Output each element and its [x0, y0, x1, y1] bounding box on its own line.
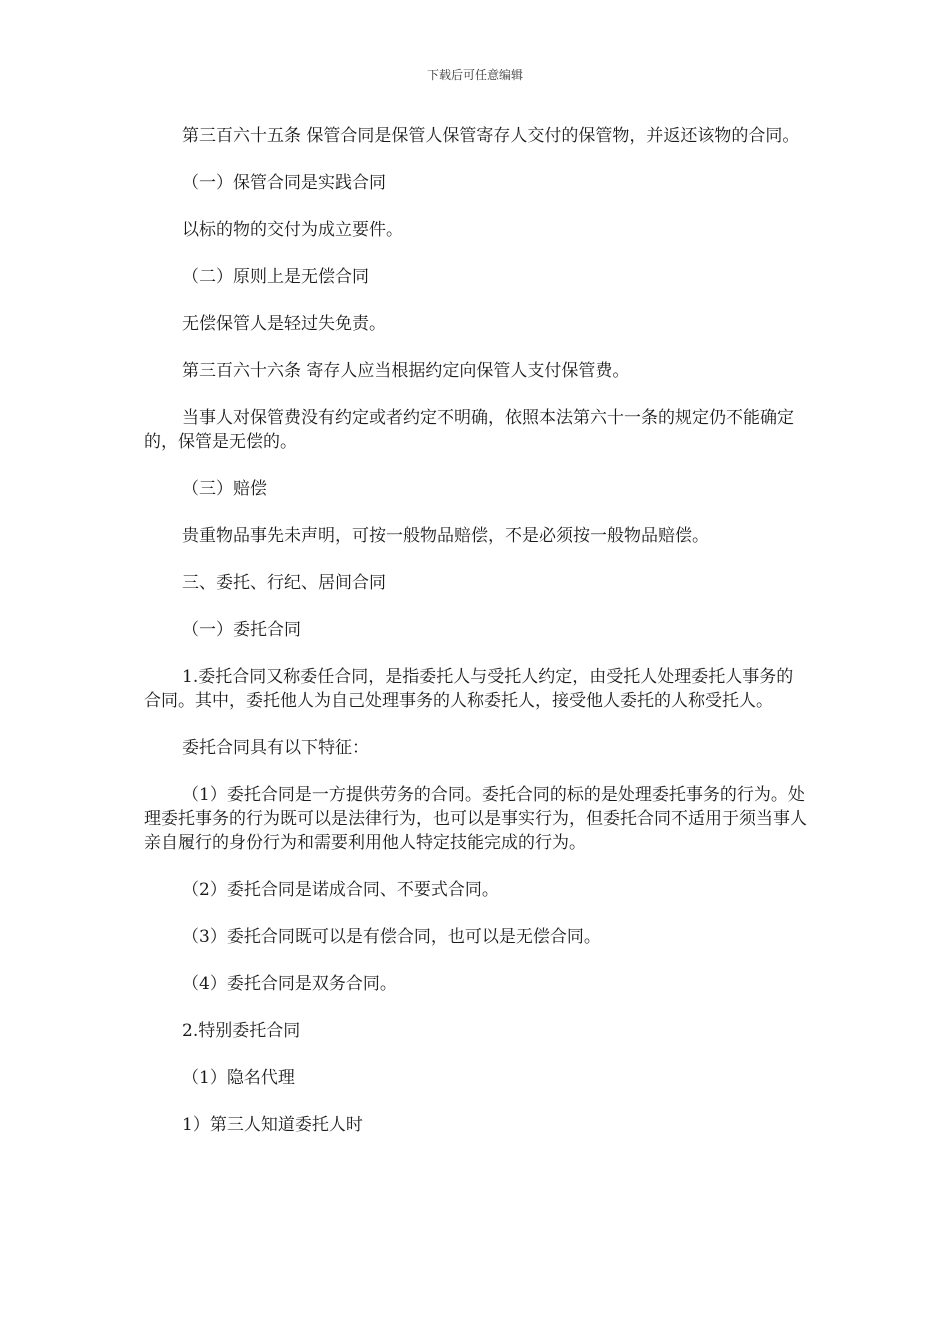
paragraph: 以标的物的交付为成立要件。 [182, 220, 403, 240]
paragraph: （2）委托合同是诺成合同、不要式合同。 [182, 880, 499, 900]
page-header-note: 下载后可任意编辑 [426, 68, 523, 82]
paragraph: 委托合同具有以下特征： [182, 738, 369, 758]
paragraph: 第三百六十五条 保管合同是保管人保管寄存人交付的保管物，并返还该物的合同。 [182, 126, 800, 146]
document-body [144, 124, 808, 1160]
paragraph: （一）委托合同 [182, 620, 301, 640]
paragraph: （4）委托合同是双务合同。 [182, 974, 397, 994]
section-heading: 三、委托、行纪、居间合同 [182, 573, 386, 593]
paragraph: （三）赔偿 [182, 479, 267, 499]
paragraph: 1.委托合同又称委任合同，是指委托人与受托人约定，由受托人处理委托人事务的合同。其中，委托他人为自己处理事务的人称委托人，接受他人委托的人称受托人。 [144, 667, 794, 711]
paragraph: 当事人对保管费没有约定或者约定不明确，依照本法第六十一条的规定仍不能确定的，保管是无偿的。 [144, 408, 794, 452]
paragraph: （二）原则上是无偿合同 [182, 267, 369, 287]
paragraph: 第三百六十六条 寄存人应当根据约定向保管人支付保管费。 [182, 361, 630, 381]
paragraph: 无偿保管人是轻过失免责。 [182, 314, 386, 334]
paragraph: 贵重物品事先未声明，可按一般物品赔偿，不是必须按一般物品赔偿。 [182, 526, 709, 546]
paragraph: 1）第三人知道委托人时 [182, 1115, 363, 1135]
paragraph: （1）委托合同是一方提供劳务的合同。委托合同的标的是处理委托事务的行为。处理委托事务的行为既可以是法律行为，也可以是事实行为，但委托合同不适用于须当事人亲自履行的身份行为和需要利用他人特定技能完成的行为。 [144, 785, 807, 853]
paragraph: 2.特别委托合同 [182, 1021, 301, 1041]
paragraph: （3）委托合同既可以是有偿合同，也可以是无偿合同。 [182, 927, 601, 947]
paragraph: （1）隐名代理 [182, 1068, 295, 1088]
paragraph: （一）保管合同是实践合同 [182, 173, 386, 193]
